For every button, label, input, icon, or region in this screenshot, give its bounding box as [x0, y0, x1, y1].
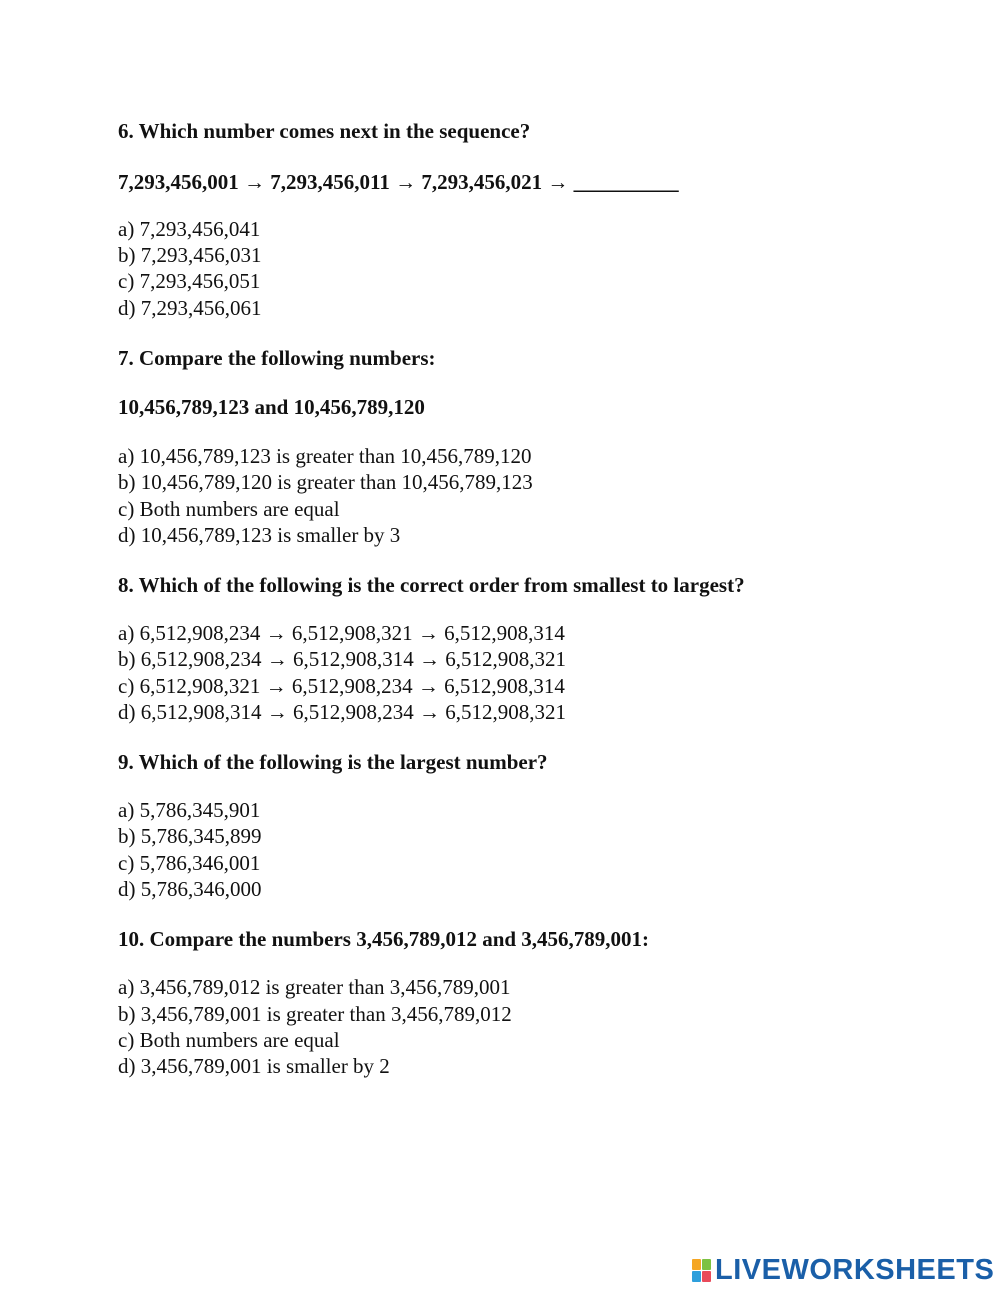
question-9-option-c[interactable]: c) 5,786,346,001	[118, 851, 261, 875]
question-6-option-c[interactable]: c) 7,293,456,051	[118, 269, 261, 293]
liveworksheets-logo	[692, 1255, 994, 1285]
question-9-prompt: 9. Which of the following is the largest number?	[118, 750, 548, 774]
question-10-option-a[interactable]: a) 3,456,789,012 is greater than 3,456,789,001	[118, 975, 511, 999]
question-8-option-b[interactable]: b) 6,512,908,234 → 6,512,908,314 → 6,512,908,321	[118, 647, 566, 671]
question-8-option-a[interactable]: a) 6,512,908,234 → 6,512,908,321 → 6,512,908,314	[118, 621, 565, 645]
question-8-option-c[interactable]: c) 6,512,908,321 → 6,512,908,234 → 6,512,908,314	[118, 674, 565, 698]
question-10-prompt: 10. Compare the numbers 3,456,789,012 and 3,456,789,001:	[118, 927, 650, 951]
question-9-option-b[interactable]: b) 5,786,345,899	[118, 824, 262, 848]
question-6-option-b[interactable]: b) 7,293,456,031	[118, 243, 262, 267]
question-8-option-d[interactable]: d) 6,512,908,314 → 6,512,908,234 → 6,512,908,321	[118, 700, 566, 724]
question-6-option-d[interactable]: d) 7,293,456,061	[118, 296, 262, 320]
question-9-option-d[interactable]: d) 5,786,346,000	[118, 877, 262, 901]
logo-tile	[702, 1271, 711, 1282]
question-7-option-d[interactable]: d) 10,456,789,123 is smaller by 3	[118, 523, 401, 547]
question-7-option-b[interactable]: b) 10,456,789,120 is greater than 10,456,789,123	[118, 470, 533, 494]
question-6-option-a[interactable]: a) 7,293,456,041	[118, 217, 261, 241]
question-7-option-c[interactable]: c) Both numbers are equal	[118, 497, 340, 521]
question-7-option-a[interactable]: a) 10,456,789,123 is greater than 10,456,789,120	[118, 444, 532, 468]
question-10-option-d[interactable]: d) 3,456,789,001 is smaller by 2	[118, 1054, 390, 1078]
question-6-sequence: 7,293,456,001 → 7,293,456,011 → 7,293,456,021 → __________	[118, 170, 679, 194]
logo-tile	[692, 1259, 701, 1270]
logo-text: LIVEWORKSHEETS	[715, 1253, 995, 1286]
logo-tile	[702, 1259, 711, 1270]
question-10-option-c[interactable]: c) Both numbers are equal	[118, 1028, 340, 1052]
question-7-numbers: 10,456,789,123 and 10,456,789,120	[118, 395, 425, 419]
question-10-option-b[interactable]: b) 3,456,789,001 is greater than 3,456,789,012	[118, 1002, 512, 1026]
question-8-prompt: 8. Which of the following is the correct order from smallest to largest?	[118, 573, 745, 597]
question-6-prompt: 6. Which number comes next in the sequence?	[118, 119, 531, 143]
liveworksheets-logo-icon	[692, 1259, 711, 1282]
question-9-option-a[interactable]: a) 5,786,345,901	[118, 798, 261, 822]
logo-tile	[692, 1271, 701, 1282]
question-7-prompt: 7. Compare the following numbers:	[118, 346, 436, 370]
